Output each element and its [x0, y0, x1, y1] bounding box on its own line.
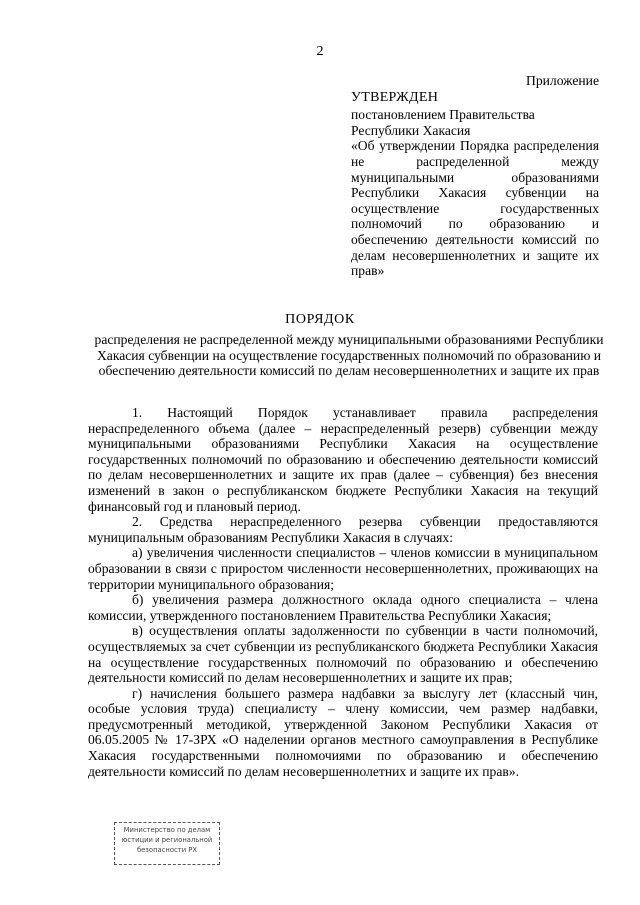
- paragraph-2d: г) начисления большего размера надбавки за выслугу лет (классный чин, особые условия труда) специалисту – члену комиссии, чем размер надбавки, предусмотренный методикой, утвержденной Законом Республики Хакасия от 06.05.2005 № 17-ЗРХ «О наделении органов местного самоуправления в Республике Хакасия государственными полномочиями по образованию и обеспечению деятельности комиссий по делам несовершеннолетних и защите их прав».: [88, 685, 598, 779]
- document-body: [88, 405, 598, 779]
- approval-resolution-title: «Об утверждении Порядка распределения не распределенной между муниципальными образованиями Республики Хакасия субвенции на осуществление государственных полномочий по образованию и обеспечению деятельности комиссий по делам несовершеннолетних и защите их прав»: [351, 138, 599, 279]
- stamp-line-3: безопасности РХ: [136, 846, 198, 854]
- paragraph-1: 1. Настоящий Порядок устанавливает правила распределения нераспределенного объема (далее – нераспределенный резерв) субвенции между муниципальными образованиями Республики Хакасия на осуществление государственных полномочий по образованию и обеспечению деятельности комиссий по делам несовершеннолетних и защите их прав (далее – субвенция) без внесения изменений в закон о республиканском бюджете Республики Хакасия на текущий финансовый год и плановый период.: [88, 405, 598, 514]
- approval-block: [351, 73, 599, 279]
- paragraph-2c: в) осуществления оплаты задолженности по субвенции в части полномочий, осуществляемых за счет субвенции из республиканского бюджета Республики Хакасия на осуществление государственных полномочий по образованию и обеспечению деятельности комиссий по делам несовершеннолетних и защите их прав;: [88, 623, 598, 686]
- ministry-stamp: [114, 822, 220, 865]
- page-number: 2: [316, 44, 324, 59]
- approval-line-1: постановлением Правительства: [351, 107, 535, 123]
- document-subtitle: распределения не распределенной между муниципальными образованиями Республики Хакасия субвенции на осуществление государственных полномочий по образованию и обеспечению деятельности комиссий по делам несовершеннолетних и защите их прав: [94, 332, 604, 379]
- appendix-label: Приложение: [526, 73, 599, 88]
- paragraph-2b: б) увеличения размера должностного оклада одного специалиста – члена комиссии, утвержденного постановлением Правительства Республики Хакасия;: [88, 592, 598, 623]
- paragraph-2: 2. Средства нераспределенного резерва субвенции предоставляются муниципальным образованиям Республики Хакасия в случаях:: [88, 514, 598, 545]
- paragraph-2a: а) увеличения численности специалистов – членов комиссии в муниципальном образовании в связи с приростом численности несовершеннолетних, проживающих на территории муниципального образования;: [88, 545, 598, 592]
- document-title: ПОРЯДОК: [285, 312, 355, 327]
- approval-line-2: Республики Хакасия: [351, 122, 471, 138]
- approved-label: УТВЕРЖДЕН: [351, 89, 439, 105]
- stamp-line-1: Министерство по делам: [123, 826, 211, 834]
- stamp-line-2: юстиции и региональной: [121, 836, 213, 844]
